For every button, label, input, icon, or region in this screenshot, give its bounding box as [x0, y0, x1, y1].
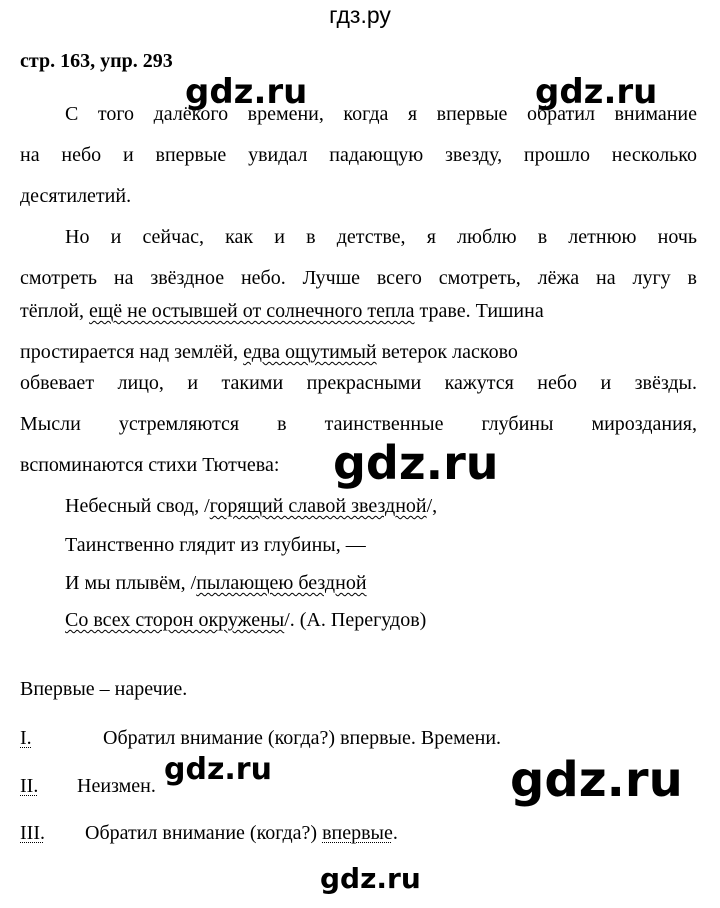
text-segment: тёплой, [20, 300, 90, 322]
analysis-item-1-text: Обратил внимание (когда?) впервые. Времени. [103, 727, 502, 749]
paragraph2-line6: Мысли устремляются в таинственные глубины мироздания, [20, 413, 697, 435]
analysis-item-2-text: Неизмен. [77, 775, 156, 797]
paragraph2-line2: смотреть на звёздное небо. Лучше всего смотреть, лёжа на лугу в [20, 267, 697, 289]
watermark: gdz.ru [510, 752, 683, 808]
text-segment: траве. Тишина [414, 300, 544, 322]
analysis-item-3-text [85, 822, 398, 845]
watermark: gdz.ru [333, 436, 499, 490]
underlined-modifier: едва ощутимый [243, 341, 377, 363]
watermark: gdz.ru [185, 72, 308, 112]
underlined-participle-phrase: ещё не остывшей от солнечного тепла [89, 300, 415, 322]
underlined-participle-phrase: пылающею бездной [196, 572, 367, 594]
paragraph1-line1: С того далёкого времени, когда я впервые обратил внимание [65, 103, 697, 125]
analysis-item-2-number: II. [20, 775, 39, 797]
exercise-title: стр. 163, упр. 293 [20, 50, 173, 72]
text-segment: ветерок ласково [376, 341, 518, 363]
poem-line2: Таинственно глядит из глубины, — [65, 534, 366, 556]
watermark: gdz.ru [320, 862, 421, 895]
poem-line1 [65, 495, 437, 518]
text-segment: Обратил внимание (когда?) [85, 822, 323, 844]
poem-line4 [65, 609, 426, 632]
paragraph2-line5: обвевает лицо, и такими прекрасными кажутся небо и звёзды. [20, 372, 697, 394]
underlined-participle-phrase: Со всех сторон окружены [65, 609, 285, 631]
analysis-item-1-number: I. [20, 727, 32, 749]
site-header: гдз.ру [329, 2, 391, 28]
text-segment: И мы плывём, / [65, 572, 197, 594]
paragraph2-line7: вспоминаются стихи Тютчева: [20, 454, 280, 476]
paragraph2-line3 [20, 300, 697, 323]
text-segment: Небесный свод, / [65, 495, 210, 517]
text-segment: простирается над землёй, [20, 341, 244, 363]
paragraph1-line3: десятилетий. [20, 185, 132, 207]
paragraph2-line1: Но и сейчас, как и в детстве, я люблю в летнюю ночь [65, 226, 697, 248]
analysis-heading: Впервые – наречие. [20, 678, 188, 700]
underlined-adverb: впервые [322, 822, 393, 844]
analysis-item-3-number: III. [20, 822, 45, 844]
text-segment: /, [426, 495, 438, 517]
text-segment: /. (А. Перегудов) [284, 609, 427, 631]
paragraph2-line4 [20, 341, 697, 364]
text-segment: . [392, 822, 398, 844]
underlined-participle-phrase: горящий славой звездной [209, 495, 427, 517]
poem-line3 [65, 572, 367, 595]
watermark: gdz.ru [164, 752, 272, 787]
paragraph1-line2: на небо и впервые увидал падающую звезду, прошло несколько [20, 144, 697, 166]
watermark: gdz.ru [535, 72, 658, 112]
